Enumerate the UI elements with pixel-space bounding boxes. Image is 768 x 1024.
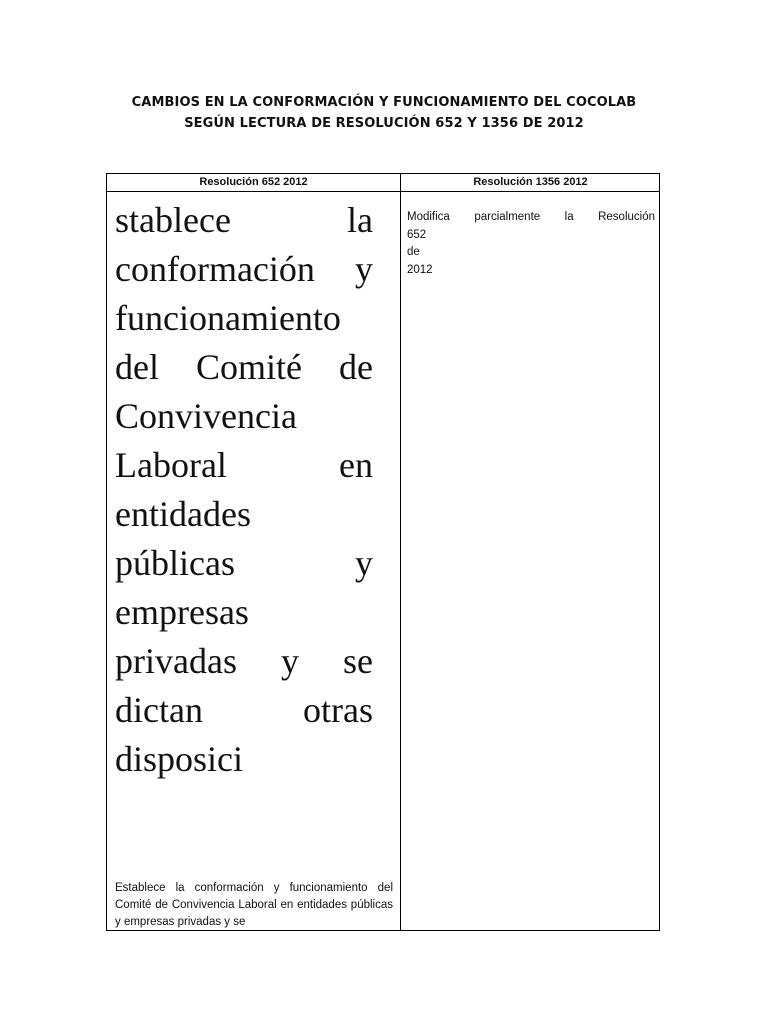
column-divider [400, 174, 401, 930]
header-divider [107, 191, 659, 192]
resolucion-1356-text-line-1: Modifica parcialmente la Resolución [407, 211, 655, 223]
document-title [0, 92, 768, 134]
header-resolucion-1356: Resolución 1356 2012 [473, 176, 588, 188]
resolucion-652-description: Establece la conformación y funcionamiento del Comité de Convivencia Laboral en entidades públicas y empresas privadas y se [115, 882, 393, 928]
title-line-1: CAMBIOS EN LA CONFORMACIÓN Y FUNCIONAMIENTO DEL COCOLAB [131, 95, 637, 110]
resolucion-652-description-large: stablece la conformación y funcionamiento del Comité de Convivencia Laboral en entidades públicas y empresas privadas y se dictan otras disposici [115, 200, 373, 779]
resolucion-1356-description [407, 209, 655, 279]
title-line-2: SEGÚN LECTURA DE RESOLUCIÓN 652 Y 1356 DE 2012 [184, 116, 584, 131]
header-resolucion-652: Resolución 652 2012 [199, 176, 308, 188]
resolucion-1356-text-line-2: 652 de [407, 228, 427, 258]
comparison-table [106, 173, 660, 931]
resolucion-1356-text-line-3: 2012 [407, 263, 433, 276]
